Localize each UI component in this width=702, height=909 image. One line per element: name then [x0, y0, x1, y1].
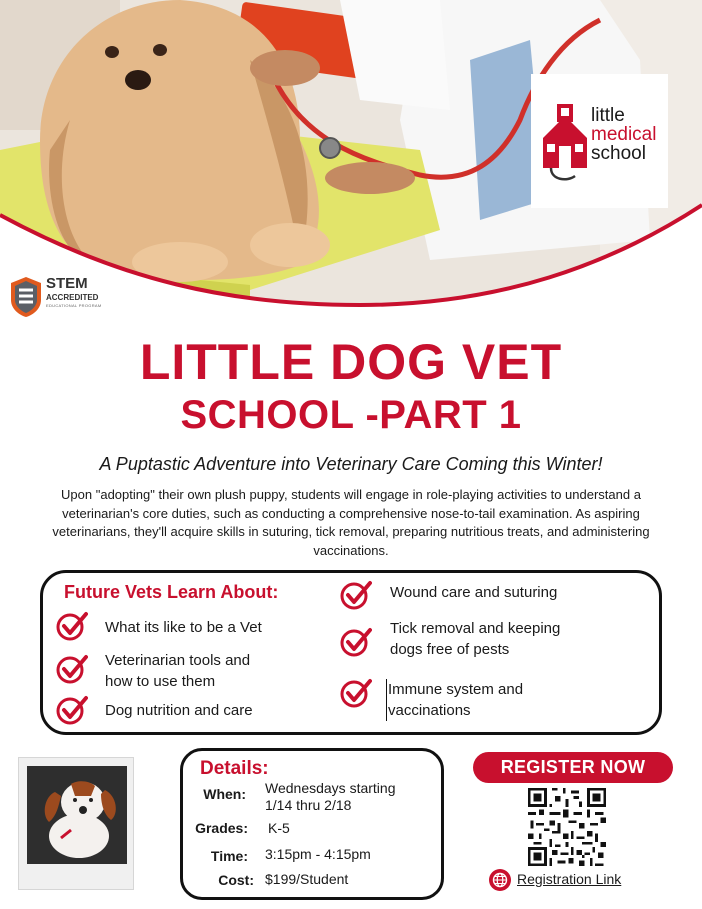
- grades-label: Grades:: [195, 820, 248, 836]
- registration-link[interactable]: Registration Link: [517, 871, 622, 887]
- stem-subtitle-small: EDUCATIONAL PROGRAM: [46, 303, 102, 308]
- learn-item-right-3: [386, 679, 523, 721]
- learn-item-text: Veterinarian tools and: [105, 652, 251, 669]
- page-title-line-2: SCHOOL -PART 1: [180, 393, 522, 437]
- description: Upon "adopting" their own plush puppy, students will engage in role-playing activities to understand a veterinarian's core duties, such as conducting a comprehensive nose-to-tail examination. As aspiring veterinarians, they'll acquire skills in suturing, tick removal, preparing nutritious treats, and administering vaccinations.: [52, 487, 650, 558]
- little-medical-school-logo: [531, 74, 668, 208]
- learn-item-text: Immune system and: [388, 681, 524, 698]
- schoolhouse-stethoscope-icon: [537, 98, 593, 182]
- registration-qr-code[interactable]: [528, 788, 606, 866]
- learn-item-left-1: [105, 617, 262, 638]
- when-label: When:: [203, 786, 246, 802]
- stem-title: STEM: [46, 275, 88, 292]
- stem-shield-icon: [10, 276, 42, 318]
- time-value: 3:15pm - 4:15pm: [265, 846, 371, 862]
- cost-label: Cost:: [218, 872, 254, 888]
- logo-wordmark: [591, 106, 656, 163]
- check-circle-icon: [340, 627, 372, 657]
- stem-accredited-badge: [10, 276, 114, 318]
- plush-puppy-image: [27, 766, 127, 864]
- hero-photo: [0, 0, 702, 312]
- register-now-button[interactable]: REGISTER NOW: [473, 752, 673, 783]
- stem-subtitle: ACCREDITED: [46, 293, 99, 302]
- learn-item-text: What its like to be a Vet: [105, 619, 262, 636]
- learn-item-text: how to use them: [105, 673, 216, 690]
- plush-puppy-photo: [18, 757, 134, 890]
- logo-line-3: school: [591, 143, 646, 164]
- learn-about-heading: Future Vets Learn About:: [64, 582, 279, 602]
- check-circle-icon: [56, 611, 88, 641]
- time-label: Time:: [210, 848, 248, 864]
- when-value: [265, 780, 395, 814]
- learn-item-text: Tick removal and keeping: [390, 620, 561, 637]
- plush-puppy-illustration: [27, 766, 127, 864]
- learn-item-left-2: [105, 650, 250, 692]
- check-circle-icon: [340, 580, 372, 610]
- logo-line-2: medical: [591, 124, 657, 145]
- when-value-line-2: 1/14 thru 2/18: [265, 797, 352, 813]
- tagline: A Puptastic Adventure into Veterinary Care Coming this Winter!: [99, 454, 603, 474]
- check-circle-icon: [56, 654, 88, 684]
- details-heading: Details:: [200, 758, 269, 779]
- learn-item-text: Wound care and suturing: [390, 584, 558, 601]
- globe-icon: [489, 869, 511, 891]
- when-value-line-1: Wednesdays starting: [265, 780, 396, 796]
- page-title-line-1: LITTLE DOG VET: [139, 334, 563, 390]
- learn-item-text: dogs free of pests: [390, 641, 510, 658]
- learn-item-left-3: [105, 700, 253, 721]
- learn-item-right-2: [390, 618, 560, 660]
- check-circle-icon: [56, 695, 88, 725]
- grades-value: K-5: [268, 820, 290, 836]
- logo-line-1: little: [591, 105, 625, 126]
- learn-item-right-1: [390, 582, 557, 603]
- check-circle-icon: [340, 678, 372, 708]
- learn-item-text: vaccinations: [388, 702, 471, 719]
- learn-item-text: Dog nutrition and care: [105, 702, 253, 719]
- cost-value: $199/Student: [265, 871, 349, 887]
